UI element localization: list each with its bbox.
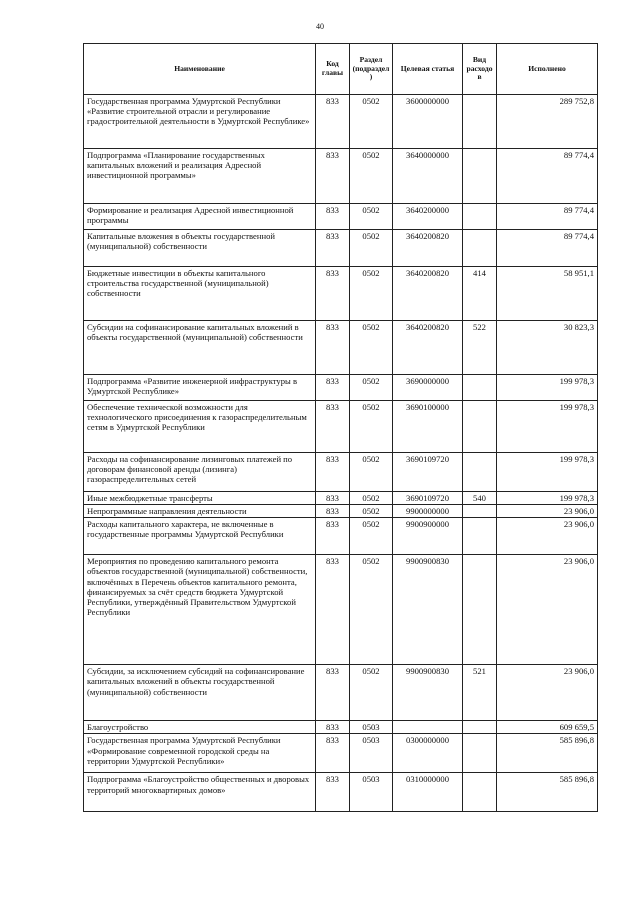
page-number: 40 (316, 22, 324, 31)
cell-kod: 833 (316, 401, 350, 453)
cell-sum: 89 774,4 (497, 149, 598, 204)
table-row (84, 721, 598, 734)
cell-kod: 833 (316, 492, 350, 505)
cell-sum: 199 978,3 (497, 375, 598, 401)
expenditure-table (83, 43, 598, 812)
cell-name: Бюджетные инвестиции в объекты капитального строительства государственной (муниципальной) собственности (84, 267, 316, 321)
cell-razdel: 0502 (350, 375, 393, 401)
table-row (84, 149, 598, 204)
table-row (84, 773, 598, 812)
table-row (84, 665, 598, 721)
cell-kod: 833 (316, 505, 350, 518)
cell-sum: 289 752,8 (497, 95, 598, 149)
cell-razdel: 0502 (350, 555, 393, 665)
cell-sum: 23 906,0 (497, 505, 598, 518)
cell-razdel: 0502 (350, 267, 393, 321)
header-vid: Вид расходов (463, 44, 497, 95)
cell-vid (463, 453, 497, 492)
cell-name: Государственная программа Удмуртской Республики «Формирование современной городской среды на территории Удмуртской Республики» (84, 734, 316, 773)
cell-name: Субсидии на софинансирование капитальных вложений в объекты государственной (муниципальной) собственности (84, 321, 316, 375)
cell-razdel: 0502 (350, 665, 393, 721)
table-row (84, 204, 598, 230)
cell-target: 3600000000 (393, 95, 463, 149)
cell-kod: 833 (316, 230, 350, 267)
cell-vid (463, 721, 497, 734)
cell-vid: 522 (463, 321, 497, 375)
table-row (84, 321, 598, 375)
table-row (84, 401, 598, 453)
cell-kod: 833 (316, 555, 350, 665)
cell-razdel: 0502 (350, 149, 393, 204)
cell-sum: 585 896,8 (497, 773, 598, 812)
cell-sum: 23 906,0 (497, 665, 598, 721)
cell-kod: 833 (316, 773, 350, 812)
cell-sum: 609 659,5 (497, 721, 598, 734)
cell-sum: 199 978,3 (497, 401, 598, 453)
table-row (84, 518, 598, 555)
cell-name: Субсидии, за исключением субсидий на софинансирование капитальных вложений в объекты государственной (муниципальной) собственности (84, 665, 316, 721)
cell-vid: 414 (463, 267, 497, 321)
table-header-row (84, 44, 598, 95)
cell-razdel: 0502 (350, 518, 393, 555)
cell-razdel: 0502 (350, 505, 393, 518)
table-row (84, 230, 598, 267)
header-target: Целевая статья (393, 44, 463, 95)
cell-razdel: 0502 (350, 492, 393, 505)
cell-name: Иные межбюджетные трансферты (84, 492, 316, 505)
cell-razdel: 0503 (350, 734, 393, 773)
cell-razdel: 0502 (350, 204, 393, 230)
cell-name: Подпрограмма «Развитие инженерной инфраструктуры в Удмуртской Республике» (84, 375, 316, 401)
cell-vid (463, 773, 497, 812)
header-name: Наименование (84, 44, 316, 95)
cell-kod: 833 (316, 321, 350, 375)
cell-kod: 833 (316, 267, 350, 321)
cell-kod: 833 (316, 518, 350, 555)
cell-target: 9900900830 (393, 555, 463, 665)
cell-target (393, 721, 463, 734)
cell-name: Государственная программа Удмуртской Республики «Развитие строительной отрасли и регулирование градостроительной деятельности в Удмуртской Республике» (84, 95, 316, 149)
cell-razdel: 0502 (350, 95, 393, 149)
cell-razdel: 0502 (350, 230, 393, 267)
cell-razdel: 0502 (350, 401, 393, 453)
cell-sum: 30 823,3 (497, 321, 598, 375)
cell-name: Формирование и реализация Адресной инвестиционной программы (84, 204, 316, 230)
cell-target: 0300000000 (393, 734, 463, 773)
cell-vid (463, 734, 497, 773)
table-row (84, 453, 598, 492)
cell-target: 3690109720 (393, 492, 463, 505)
cell-target: 3640200000 (393, 204, 463, 230)
cell-sum: 585 896,8 (497, 734, 598, 773)
cell-sum: 199 978,3 (497, 492, 598, 505)
cell-name: Расходы капитального характера, не включенные в государственные программы Удмуртской Республики (84, 518, 316, 555)
cell-kod: 833 (316, 721, 350, 734)
cell-vid (463, 95, 497, 149)
table-row (84, 555, 598, 665)
cell-razdel: 0503 (350, 721, 393, 734)
cell-target: 3640200820 (393, 267, 463, 321)
table-row (84, 95, 598, 149)
table-row (84, 505, 598, 518)
table-row (84, 492, 598, 505)
cell-razdel: 0502 (350, 321, 393, 375)
cell-target: 3640200820 (393, 321, 463, 375)
cell-target: 0310000000 (393, 773, 463, 812)
cell-kod: 833 (316, 453, 350, 492)
cell-name: Непрограммные направления деятельности (84, 505, 316, 518)
cell-name: Мероприятия по проведению капитального ремонта объектов государственной (муниципальной) собственности, включённых в Перечень объектов капитального ремонта, финансируемых за счёт средств бюджета Удмуртской Республики, утверждённый Правительством Удмуртской Республики (84, 555, 316, 665)
cell-vid (463, 401, 497, 453)
cell-target: 9900900000 (393, 518, 463, 555)
cell-target: 3690000000 (393, 375, 463, 401)
cell-razdel: 0502 (350, 453, 393, 492)
cell-vid: 521 (463, 665, 497, 721)
cell-sum: 89 774,4 (497, 204, 598, 230)
cell-sum: 23 906,0 (497, 518, 598, 555)
cell-name: Благоустройство (84, 721, 316, 734)
cell-target: 3690109720 (393, 453, 463, 492)
table-row (84, 375, 598, 401)
cell-name: Расходы на софинансирование лизинговых платежей по договорам финансовой аренды (лизинга) газораспределительных сетей (84, 453, 316, 492)
cell-kod: 833 (316, 204, 350, 230)
cell-name: Обеспечение технической возможности для технологического присоединения к газораспределительным сетям в Удмуртской Республики (84, 401, 316, 453)
cell-vid (463, 204, 497, 230)
cell-vid: 540 (463, 492, 497, 505)
cell-vid (463, 505, 497, 518)
cell-name: Капитальные вложения в объекты государственной (муниципальной) собственности (84, 230, 316, 267)
cell-name: Подпрограмма «Благоустройство общественных и дворовых территорий многоквартирных домов» (84, 773, 316, 812)
cell-sum: 199 978,3 (497, 453, 598, 492)
cell-kod: 833 (316, 375, 350, 401)
header-sum: Исполнено (497, 44, 598, 95)
cell-target: 3640200820 (393, 230, 463, 267)
cell-vid (463, 375, 497, 401)
cell-sum: 23 906,0 (497, 555, 598, 665)
cell-kod: 833 (316, 95, 350, 149)
cell-name: Подпрограмма «Планирование государственных капитальных вложений и реализация Адресной инвестиционной программы» (84, 149, 316, 204)
cell-kod: 833 (316, 734, 350, 773)
cell-vid (463, 149, 497, 204)
table-body (84, 95, 598, 812)
cell-target: 3690100000 (393, 401, 463, 453)
header-kod: Код главы (316, 44, 350, 95)
table-row (84, 734, 598, 773)
cell-vid (463, 230, 497, 267)
cell-sum: 89 774,4 (497, 230, 598, 267)
cell-target: 3640000000 (393, 149, 463, 204)
header-razdel: Раздел (подраздел) (350, 44, 393, 95)
table-row (84, 267, 598, 321)
cell-sum: 58 951,1 (497, 267, 598, 321)
cell-razdel: 0503 (350, 773, 393, 812)
cell-target: 9900900830 (393, 665, 463, 721)
cell-kod: 833 (316, 149, 350, 204)
cell-kod: 833 (316, 665, 350, 721)
cell-target: 9900000000 (393, 505, 463, 518)
cell-vid (463, 518, 497, 555)
cell-vid (463, 555, 497, 665)
